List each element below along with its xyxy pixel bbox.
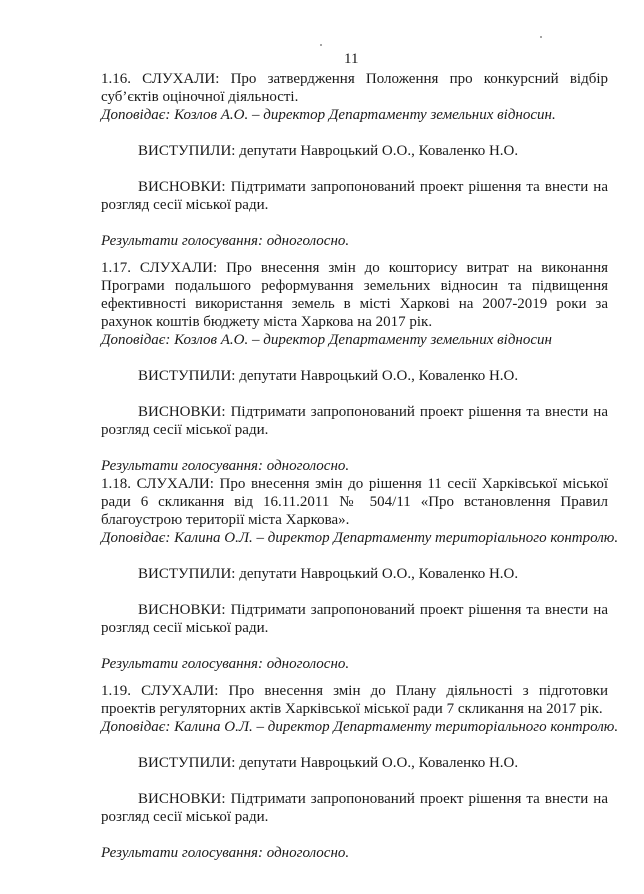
reporter-line: Доповідає: Калина О.Л. – директор Департаменту територіального контролю. xyxy=(101,719,619,735)
conclusions-paragraph: ВИСНОВКИ: Підтримати запропонований проект рішення та внести на розгляд сесії міської ради. xyxy=(101,602,608,636)
scan-speckle xyxy=(320,44,322,46)
heard-paragraph: 1.17. СЛУХАЛИ: Про внесення змін до кошторису витрат на виконання Програми подальшого реформування земельних відносин та підвищення ефективності використання земель в місті Харкові на 2007-2019 роки за рахунок коштів бюджету міста Харкова на 2017 рік. xyxy=(101,260,608,330)
voting-result: Результати голосування: одноголосно. xyxy=(101,233,350,249)
spoke-line: ВИСТУПИЛИ: депутати Навроцький О.О., Коваленко Н.О. xyxy=(138,368,519,384)
scan-speckle xyxy=(540,36,542,38)
voting-result: Результати голосування: одноголосно. xyxy=(101,656,350,672)
agenda-item-1-16 xyxy=(101,70,608,250)
spoke-line: ВИСТУПИЛИ: депутати Навроцький О.О., Коваленко Н.О. xyxy=(138,566,519,582)
agenda-item-1-18 xyxy=(101,475,619,673)
agenda-item-1-19 xyxy=(101,682,619,862)
page-number: 11 xyxy=(344,51,359,67)
reporter-line: Доповідає: Козлов А.О. – директор Департаменту земельних відносин xyxy=(101,332,552,348)
reporter-line: Доповідає: Козлов А.О. – директор Департаменту земельних відносин. xyxy=(101,107,556,123)
heard-paragraph: 1.16. СЛУХАЛИ: Про затвердження Положення про конкурсний відбір суб’єктів оціночної діяльності. xyxy=(101,71,608,105)
spoke-line: ВИСТУПИЛИ: депутати Навроцький О.О., Коваленко Н.О. xyxy=(138,143,519,159)
agenda-item-1-17 xyxy=(101,259,608,475)
heard-paragraph: 1.18. СЛУХАЛИ: Про внесення змін до рішення 11 сесії Харківської міської ради 6 скликання від 16.11.2011 № 504/11 «Про встановлення Правил благоустрою території міста Харкова». xyxy=(101,476,608,528)
reporter-line: Доповідає: Калина О.Л. – директор Департаменту територіального контролю. xyxy=(101,530,619,546)
heard-paragraph: 1.19. СЛУХАЛИ: Про внесення змін до Плану діяльності з підготовки проектів регуляторних актів Харківської міської ради 7 скликання на 2017 рік. xyxy=(101,683,608,717)
voting-result: Результати голосування: одноголосно. xyxy=(101,458,350,474)
spoke-line: ВИСТУПИЛИ: депутати Навроцький О.О., Коваленко Н.О. xyxy=(138,755,519,771)
conclusions-paragraph: ВИСНОВКИ: Підтримати запропонований проект рішення та внести на розгляд сесії міської ради. xyxy=(101,791,608,825)
voting-result: Результати голосування: одноголосно. xyxy=(101,845,350,861)
conclusions-paragraph: ВИСНОВКИ: Підтримати запропонований проект рішення та внести на розгляд сесії міської ради. xyxy=(101,179,608,213)
conclusions-paragraph: ВИСНОВКИ: Підтримати запропонований проект рішення та внести на розгляд сесії міської ради. xyxy=(101,404,608,438)
